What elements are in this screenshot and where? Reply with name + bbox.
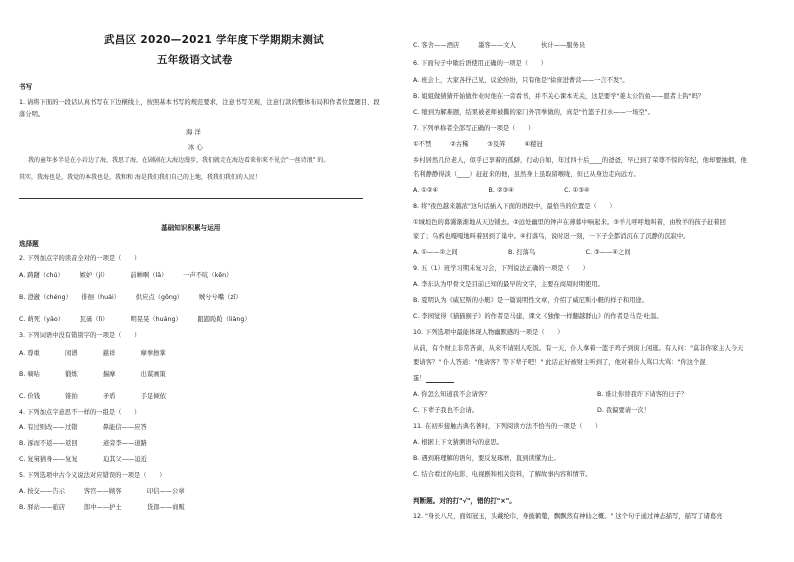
question-9-option-b: B. 夏明认为《威尼斯的小艇》是一篇说明性文章，介绍了威尼斯小艇的样子和用途。 [413, 297, 649, 304]
poem-line-2: 其实，我海也是，我觉的本我也是，我和和 海是我们我们自己的上地，我我们我们的人民！ [19, 174, 261, 181]
question-10: 10. 下列选项中最能体现人物幽默感的一项是（ ） [413, 329, 564, 336]
section-choice: 选择题 [19, 240, 39, 248]
question-2-option-a: A. 踌躇（chú） 嫉妒（jí） 前蝉啊（lā） 一声不吭（kēn） [19, 272, 233, 279]
writing-question-cont: 落分明。 [19, 111, 45, 118]
question-8-text-2: 家了；乌鸦也嘎嘎地叫着回到了巢中。④打落鸟，说时迟一刻，一下子全都消沉在了沉静的沉寂中。 [413, 233, 690, 240]
question-10-option-c: C. 下辈子我也不会请。 [413, 407, 479, 414]
question-10-option-b: B. 谁让你替我许下请客的日子？ [597, 391, 688, 398]
question-4-option-b: B. 涿而不返——返回 道旁李——道路 [19, 440, 147, 447]
question-10-text-1: 从前，有个财主非常吝啬，从来不请别人吃饭。有一天，仆人拿着一篮子鸡子到街上闲逛。有人问："莫非你家主人今天 [413, 345, 744, 352]
answer-blank[interactable] [426, 376, 454, 383]
question-7: 7. 下列单称者全部写正确的一项是（ ） [413, 125, 535, 132]
question-2: 2. 下列加点字的读音全对的一项是（ ） [19, 255, 141, 262]
question-10-option-a: A. 你怎么知道我不会请客？ [413, 391, 491, 398]
question-10-text-2: 要请客？" 仆人答道："他请客？等下辈子吧！" 此话正好被财主听到了，他对着仆人骂口大骂："你这个混 [413, 359, 706, 366]
question-8-options: A. ①——②之间 B. 打落鸟 C. ③——④之间 [413, 249, 631, 256]
question-7-options: A. ①②④ B. ②③④ C. ①③④ [413, 187, 590, 194]
exam-title: 武昌区 2020—2021 学年度下学期期末测试 [104, 34, 324, 46]
question-6-option-a: A. 班会上，大家各抒己见，议论纷纷，只有他是"徐庶进曹营——一言不发"。 [413, 77, 629, 84]
question-7-choices: ①不禁 ②古稀 ③及笄 ④稷冠 [413, 141, 543, 148]
poem-line-1: 我的童年多半是在小岩边了海，我思了海，在剧剧在大海边漫步，我们就走在海边看来你来不见会"一丝诗浪" 的。 [28, 157, 330, 164]
question-3-option-c: C. 价钱 锥拍 矛盾 手足倾依 [19, 393, 166, 400]
question-5-option-b: B. 驿站——旅店 郎中——护士 货郎——商贩 [19, 504, 185, 511]
question-3-option-b: B. 嘀咕 锻炼 揣摩 出谋画策 [19, 371, 166, 378]
question-10-text-3: 蛋！ [413, 375, 454, 383]
question-11-option-b: B. 遇到难理解的语句，要反复琢磨，直到读懂为止。 [413, 455, 560, 462]
question-7-text-2: 名利静静得淡（____）赶赶来的他，虽然身上虽取留喉咙，但已从身边走向远方。 [413, 171, 640, 178]
question-3: 3. 下列词语中没有错别字的一项是（ ） [19, 332, 141, 339]
writing-line [19, 198, 363, 199]
question-10-option-d: D. 我偏要请一次！ [597, 407, 650, 414]
question-11-option-a: A. 根据上下文猜测语句的意思。 [413, 439, 504, 446]
question-11: 11. 在初步接触古典名著时，下列阅读方法不恰当的一项是（ ） [413, 423, 602, 430]
writing-question: 1. 请将下面的一段话认真书写在下边横线上，按照基本书写的规范要求，注意书写美观，注意行款的整体布局和作者位置题目、段 [19, 99, 380, 106]
question-2-option-c: C. 萌死（yāo） 瓦砾（lì） 明晃晃（huáng） 踉踉跄跄（liàng） [19, 316, 251, 323]
question-7-text-1: 乡村居然几位老人，似乎已享着的孤僻，行动自如，年过四十后____的爸爸，早已到了荣尊不惊的年纪，他却要抽烟，他 [413, 157, 747, 164]
question-2-option-b: B. 澄澈（chéng） 徘徊（huái） 供应点（gōng） 贼兮兮嘴（zī） [19, 294, 242, 301]
question-4-option-a: A. 有过则改——过错 鼻能信——应答 [19, 424, 147, 431]
question-5-option-a: A. 按交——告示 客官——顾客 印信——公章 [19, 488, 185, 495]
section-basic-knowledge: 基础知识积累与运用 [161, 224, 221, 232]
question-6: 6. 下面句子中歇后语使用正确的一项是（ ） [413, 60, 547, 67]
question-9-option-c: C. 李园觉得《猫猫猴子》的作者是马建，课文《独像一样翻越群山》的作者是马克·吐温。 [413, 313, 663, 320]
question-6-option-c: C. 缩到为解难题，结果被老师被撕的家门外罚拳做的，真是"竹篮子打水——一场空"。 [413, 109, 654, 116]
poem-title: 海 洋 [186, 128, 201, 136]
question-4-option-c: C. 复舅猜身——复复 迫其父——迫近 [19, 456, 148, 463]
section-judge: 判断题。对的打"√"，错的打"×"。 [413, 497, 516, 505]
question-5-option-c: C. 客舍——酒店 墨客——文人 伙计——服务员 [413, 42, 586, 49]
question-8-text-1: ①城垣色的暮霭渐渐地从天边铺去。②远处幽里的钟声在薄暮中响起来。③羊儿呼呼地叫着，由牧羊的孩子赶着回 [413, 219, 726, 226]
question-9: 9. 五（1）班学习期末复习会，下列说法正确的一项是（ ） [413, 265, 589, 272]
question-9-option-a: A. 李东认为甲骨文是目前已知的最早的文字，主要在商周时期使用。 [413, 281, 604, 288]
question-3-option-a: A. 尊重 闲谱 慈祥 摩拳擦掌 [19, 350, 166, 357]
question-4: 4. 下列加点字意思不一样的一组是（ ） [19, 409, 141, 416]
exam-subtitle: 五年级语文试卷 [157, 54, 233, 66]
question-5: 5. 下列选项中古今义说法对应错误的一项是（ ） [19, 472, 166, 479]
section-writing: 书写 [19, 83, 33, 91]
question-12: 12. "身长八尺，面如冠玉，头戴纶巾，身披鹤氅，飘飘然有神仙之概。" 这个句子通过神态描写，描写了诸葛亮 [413, 513, 723, 520]
question-11-option-c: C. 结合看过的电影、电视剧和相关资料，了解故事内容和情节。 [413, 471, 592, 478]
question-6-option-b: B. 姐姐做猜猜开始做作业时他在一旁看书，并不关心课本无关，这是要学"姜太公钓鱼——愿者上钩"吗？ [413, 93, 705, 100]
poem-author: 冰 心 [188, 143, 203, 151]
question-8: 8. 将"夜色越来越浓"这句话插入下面的语段中，最恰当的位置是（ ） [413, 203, 616, 210]
